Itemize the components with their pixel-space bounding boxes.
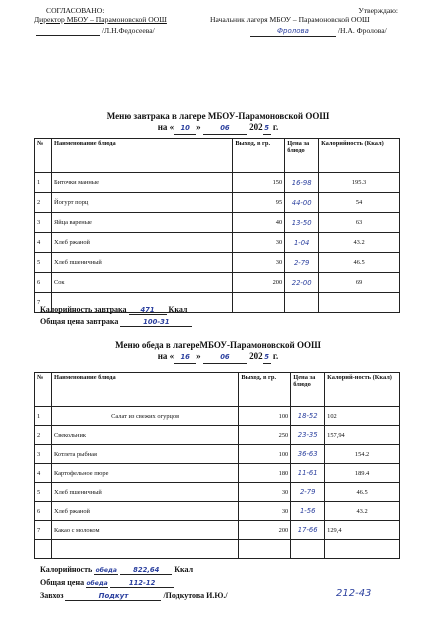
dish-kcal: [319, 293, 400, 313]
table-row: [35, 233, 400, 253]
breakfast-price-value: 100-31: [120, 318, 192, 327]
dish-output: 180: [239, 464, 291, 483]
dish-kcal: 63: [319, 213, 400, 233]
row-number: 1: [35, 173, 52, 193]
dish-output: 30: [233, 233, 285, 253]
col-dish: Наименование блюда: [51, 373, 238, 407]
dish-kcal: 195.3: [319, 173, 400, 193]
approval-left-position: Директор МБОУ – Парамоновской ООШ: [34, 15, 167, 24]
lunch-kcal-value: 822,64: [120, 566, 172, 575]
breakfast-header-row: [35, 139, 400, 173]
dish-price: 1-56: [291, 502, 325, 521]
breakfast-date: на « 10 » 06 202 5 г.: [40, 122, 396, 135]
dish-name: Какао с молоком: [51, 521, 238, 540]
dish-output: 100: [239, 445, 291, 464]
approval-left-name: /Л.Н.Федосеева/: [101, 26, 155, 35]
dish-price: 22-00: [285, 273, 319, 293]
dish-name: Салат из свежих огурцов: [51, 407, 238, 426]
breakfast-title-block: [40, 111, 396, 135]
dish-output: [233, 293, 285, 313]
approval-right-signature: Фролова: [250, 27, 336, 37]
dish-name: Хлеб ржаной: [51, 502, 238, 521]
storekeeper-signature: Подкут: [65, 592, 161, 601]
table-row: [35, 483, 400, 502]
col-kcal: Калорий-ность (Ккал): [325, 373, 400, 407]
table-row: [35, 521, 400, 540]
dish-output: 40: [233, 213, 285, 233]
dish-name: [51, 540, 238, 559]
dish-kcal: 102: [325, 407, 400, 426]
dish-price: 44-00: [285, 193, 319, 213]
dish-price: 18-52: [291, 407, 325, 426]
row-number: 2: [35, 426, 52, 445]
breakfast-table: [34, 138, 400, 313]
lunch-title: Меню обеда в лагереМБОУ-Парамоновской ООШ: [115, 340, 321, 350]
margin-note: 212-43: [336, 588, 372, 599]
table-row: [35, 540, 400, 559]
table-row: [35, 407, 400, 426]
approval-right-position: Начальник лагеря МБОУ – Парамоновской ООШ: [210, 15, 370, 24]
dish-name: Йогурт порц: [51, 193, 232, 213]
lunch-header-row: [35, 373, 400, 407]
lunch-date: на « 16 » 06 202 5 г.: [40, 351, 396, 364]
breakfast-price-line: Общая цена завтрака 100-31: [40, 317, 192, 327]
lunch-price-value: 112-12: [110, 579, 174, 588]
table-row: [35, 273, 400, 293]
lunch-price-line: Общая цена обеда 112-12: [40, 578, 174, 588]
table-row: [35, 253, 400, 273]
row-number: 2: [35, 193, 52, 213]
approval-right-label: Утверждаю:: [358, 6, 398, 15]
dish-price: 11-61: [291, 464, 325, 483]
approval-left-label: СОГЛАСОВАНО:: [46, 6, 105, 15]
dish-output: 30: [239, 502, 291, 521]
dish-output: 150: [233, 173, 285, 193]
dish-kcal: 69: [319, 273, 400, 293]
row-number: 6: [35, 502, 52, 521]
lunch-title-block: [40, 340, 396, 364]
dish-name: Биточки манные: [51, 173, 232, 193]
col-price: Цена за блюдо: [291, 373, 325, 407]
dish-kcal: [325, 540, 400, 559]
table-row: [35, 173, 400, 193]
dish-name: Котлета рыбная: [51, 445, 238, 464]
col-price: Цена за блюдо: [285, 139, 319, 173]
table-row: [35, 213, 400, 233]
dish-kcal: 43.2: [319, 233, 400, 253]
lunch-kcal-line: Калорийность обеда 822,64 Ккал: [40, 565, 194, 574]
approval-right-name: /Н.А. Фролова/: [337, 26, 387, 35]
approval-left: [36, 6, 167, 36]
table-row: [35, 445, 400, 464]
dish-name: Картофельное пюре: [51, 464, 238, 483]
dish-kcal: 54: [319, 193, 400, 213]
row-number: 3: [35, 445, 52, 464]
dish-price: 2-79: [291, 483, 325, 502]
dish-price: 23-35: [291, 426, 325, 445]
table-row: [35, 502, 400, 521]
breakfast-kcal-line: Калорийность завтрака 471 Ккал: [40, 305, 188, 314]
storekeeper-name: /Подкутова И.Ю./: [163, 591, 228, 600]
row-number: 1: [35, 407, 52, 426]
dish-name: Сок: [51, 273, 232, 293]
row-number: 6: [35, 273, 52, 293]
dish-kcal: 157,94: [325, 426, 400, 445]
col-kcal: Калорийность (Ккал): [319, 139, 400, 173]
dish-price: 13-50: [285, 213, 319, 233]
approval-right: [210, 6, 398, 37]
col-output: Выход, в гр.: [233, 139, 285, 173]
dish-output: 30: [233, 253, 285, 273]
dish-price: 36-63: [291, 445, 325, 464]
row-number: 3: [35, 213, 52, 233]
dish-price: 1-04: [285, 233, 319, 253]
table-row: [35, 426, 400, 445]
col-dish: Наименование блюда: [51, 139, 232, 173]
row-number: 4: [35, 233, 52, 253]
row-number: [35, 540, 52, 559]
dish-kcal: 46.5: [319, 253, 400, 273]
storekeeper-line: Завхоз Подкут /Подкутова И.Ю./: [40, 591, 228, 600]
col-number: №: [35, 373, 52, 407]
row-number: 5: [35, 253, 52, 273]
dish-kcal: 129,4: [325, 521, 400, 540]
dish-kcal: 189.4: [325, 464, 400, 483]
table-row: [35, 464, 400, 483]
dish-price: 17-66: [291, 521, 325, 540]
dish-kcal: 154.2: [325, 445, 400, 464]
row-number: 5: [35, 483, 52, 502]
dish-output: 100: [239, 407, 291, 426]
dish-price: [291, 540, 325, 559]
dish-name: Хлеб пшеничный: [51, 253, 232, 273]
dish-output: 30: [239, 483, 291, 502]
table-row: [35, 193, 400, 213]
dish-output: 250: [239, 426, 291, 445]
dish-price: [285, 293, 319, 313]
breakfast-kcal-value: 471: [129, 306, 167, 315]
dish-name: Хлеб пшеничный: [51, 483, 238, 502]
col-output: Выход, в гр.: [239, 373, 291, 407]
breakfast-title: Меню завтрака в лагере МБОУ-Парамоновской ООШ: [106, 111, 330, 121]
dish-name: Свекольник: [51, 426, 238, 445]
lunch-table: [34, 372, 400, 559]
dish-name: Яйца вареные: [51, 213, 232, 233]
dish-kcal: 43.2: [325, 502, 400, 521]
dish-price: 16-98: [285, 173, 319, 193]
row-number: 7: [35, 293, 52, 313]
dish-price: 2-79: [285, 253, 319, 273]
dish-output: 95: [233, 193, 285, 213]
dish-kcal: 46.5: [325, 483, 400, 502]
row-number: 7: [35, 521, 52, 540]
dish-output: 200: [239, 521, 291, 540]
row-number: 4: [35, 464, 52, 483]
dish-output: [239, 540, 291, 559]
dish-name: Хлеб ржаной: [51, 233, 232, 253]
col-number: №: [35, 139, 52, 173]
dish-output: 200: [233, 273, 285, 293]
